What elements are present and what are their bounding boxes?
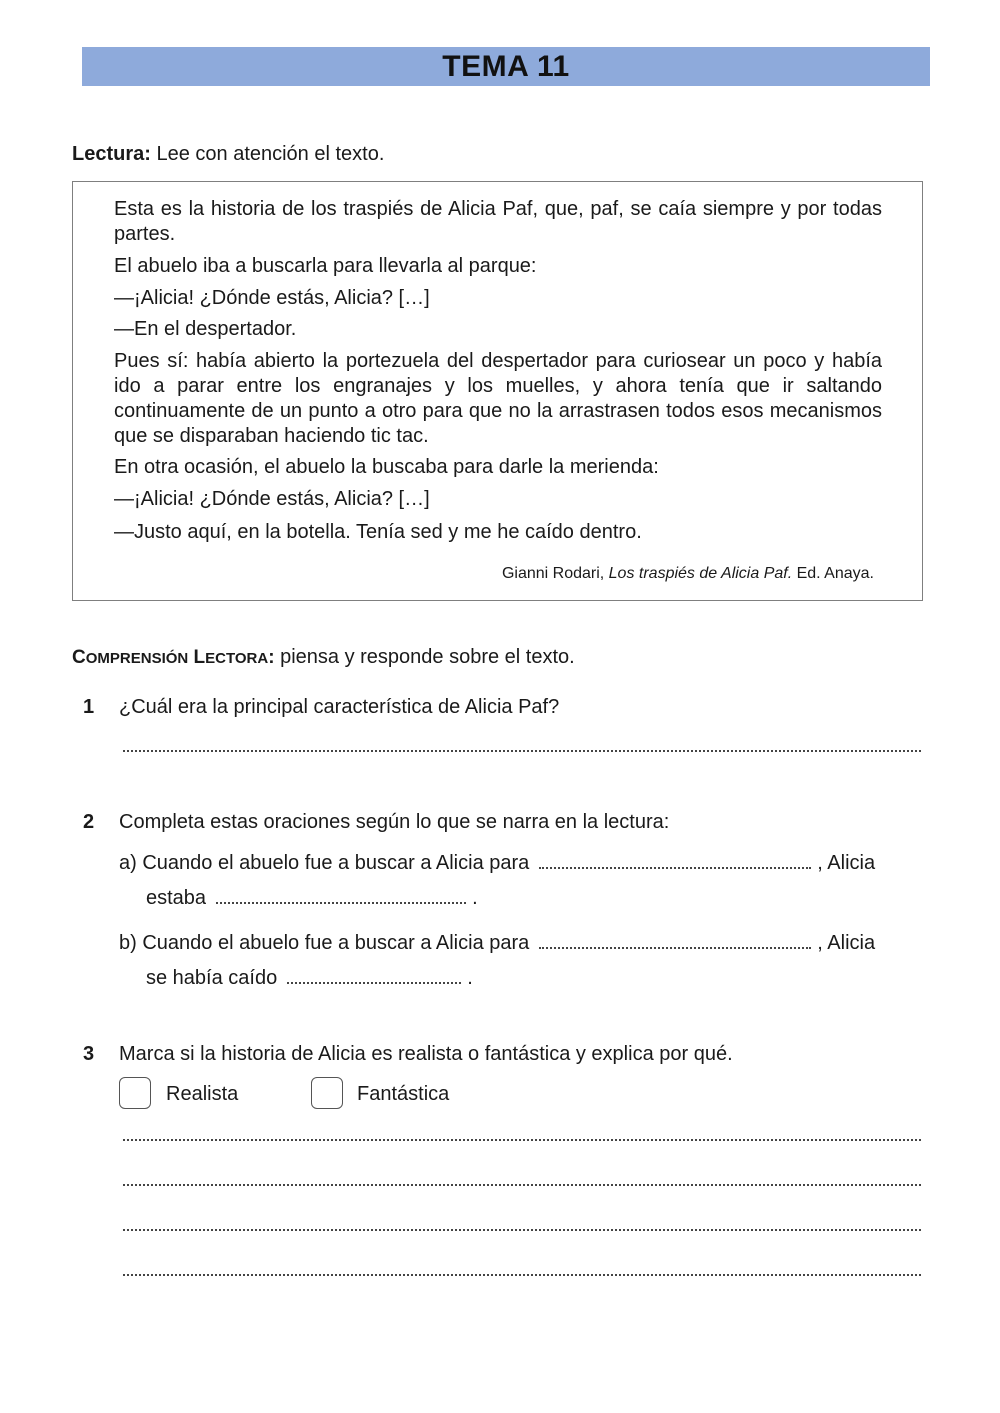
reading-paragraph: —En el despertador. (114, 318, 297, 340)
sentence-a-period: . (472, 887, 478, 909)
question-number: 3 (83, 1043, 95, 1065)
realista-label: Realista (166, 1083, 239, 1105)
sentence-a-continuation: estaba (146, 887, 207, 909)
reading-instruction (72, 142, 384, 166)
question-text: Marca si la historia de Alicia es realista o fantástica y explica por qué. (119, 1043, 733, 1065)
answer-line[interactable] (123, 1274, 921, 1276)
reading-paragraph: El abuelo iba a buscarla para llevarla al parque: (114, 255, 537, 277)
reading-citation (502, 564, 874, 584)
title-banner (82, 47, 930, 86)
fantastica-checkbox[interactable] (311, 1077, 343, 1109)
page-title: TEMA 11 (442, 50, 570, 83)
fill-blank[interactable] (539, 931, 811, 949)
sentence-b-end: , Alicia (817, 932, 876, 954)
comprehension-label: COMPRENSIÓN LECTORA: (72, 647, 275, 668)
sentence-a-line2 (146, 886, 478, 910)
question-text: ¿Cuál era la principal característica de Alicia Paf? (119, 696, 560, 718)
reading-paragraph: En otra ocasión, el abuelo la buscaba para darle la merienda: (114, 456, 659, 478)
citation-book-title: Los traspiés de Alicia Paf. (608, 565, 793, 582)
citation-publisher: Ed. Anaya. (792, 565, 874, 582)
reading-paragraph: —Justo aquí, en la botella. Tenía sed y me he caído dentro. (114, 521, 642, 543)
sentence-a-line1 (119, 851, 875, 875)
citation-author: Gianni Rodari, (501, 565, 609, 582)
fill-blank[interactable] (287, 966, 461, 984)
reading-paragraph: —¡Alicia! ¿Dónde estás, Alicia? […] (114, 287, 430, 309)
reading-paragraph: —¡Alicia! ¿Dónde estás, Alicia? […] (114, 488, 430, 510)
sentence-b-line1 (119, 931, 875, 955)
sentence-a-end: , Alicia (817, 852, 876, 874)
reading-instruction-text: Lee con atención el texto. (150, 143, 385, 165)
comprehension-instruction (72, 645, 575, 671)
sentence-b-period: . (467, 967, 473, 989)
fill-blank[interactable] (216, 886, 466, 904)
sentence-a-start: a) Cuando el abuelo fue a buscar a Alicia para (119, 852, 530, 874)
reading-paragraph: Esta es la historia de los traspiés de Alicia Paf, que, paf, se caía siempre y por todas partes. (114, 198, 882, 245)
answer-line[interactable] (123, 1184, 921, 1186)
question-number: 1 (83, 696, 95, 718)
fantastica-label: Fantástica (357, 1083, 450, 1105)
fill-blank[interactable] (539, 851, 811, 869)
realista-checkbox[interactable] (119, 1077, 151, 1109)
reading-label: Lectura: (72, 143, 151, 165)
question-number: 2 (83, 811, 95, 833)
sentence-b-start: b) Cuando el abuelo fue a buscar a Alicia para (119, 932, 530, 954)
answer-line[interactable] (123, 750, 921, 752)
question-text: Completa estas oraciones según lo que se narra en la lectura: (119, 811, 670, 833)
comprehension-instruction-text: piensa y responde sobre el texto. (274, 646, 575, 668)
sentence-b-continuation: se había caído (146, 967, 278, 989)
reading-paragraph: Pues sí: había abierto la portezuela del despertador para curiosear un poco y había ido a parar entre los engranajes y los muelles, y ahora tenía que ir saltando continuamente de un punto a otro para que no la arrastrasen todos esos mecanismos que se disparaban haciendo tic tac. (114, 350, 882, 447)
answer-line[interactable] (123, 1139, 921, 1141)
sentence-b-line2 (146, 966, 473, 990)
answer-line[interactable] (123, 1229, 921, 1231)
